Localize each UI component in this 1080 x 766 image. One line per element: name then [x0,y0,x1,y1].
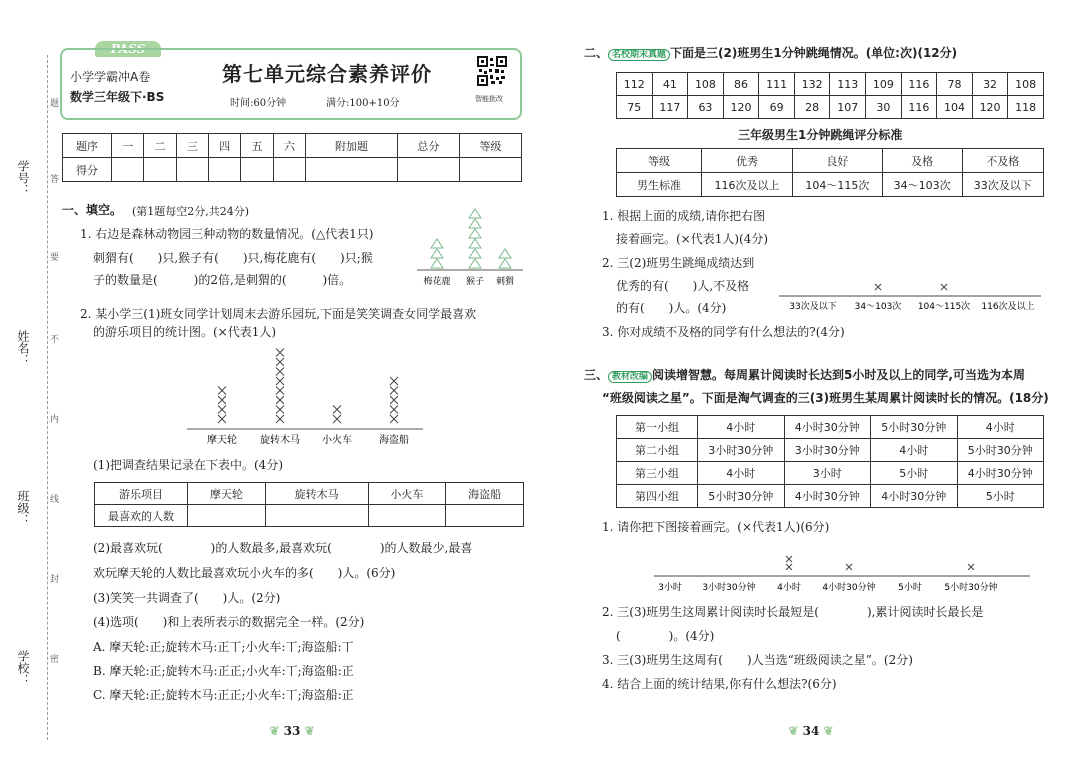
score-cell[interactable] [112,158,144,182]
reading-time-cell: 5小时 [871,462,958,485]
standard-header: 等级 [617,149,702,173]
score-cell[interactable] [273,158,305,182]
standard-header: 良好 [793,149,883,173]
reading-time-cell: 3小时30分钟 [698,439,785,462]
axis-label: 5小时30分钟 [944,583,998,593]
standard-cell: 男生标准 [617,173,702,197]
ride-table-row-label: 最喜欢的人数 [95,505,188,527]
section2-title: 下面是三(2)班男生1分钟跳绳情况。(单位:次)(12分) [670,46,958,60]
ride-table-header: 小火车 [368,483,446,505]
jump-count-cell: 104 [937,96,973,119]
axis-label: 3小时30分钟 [702,583,756,593]
s2-q2-line1: 2. 三(2)班男生跳绳成绩达到 [602,256,755,270]
score-header-cell: 题序 [63,134,112,158]
grade-name: 数学三年级下·BS [70,90,165,104]
reading-row [617,439,1044,462]
s3-q1: 1. 请你把下图接着画完。(×代表1人)(6分) [602,520,830,534]
reading-time-cell: 3小时 [784,462,871,485]
x-mark [218,396,226,404]
page-header [60,48,522,120]
option-c[interactable]: C. 摩天轮:正;旋转木马:正正;小火车:丅;海盗船:正 [93,688,354,702]
jump-count-cell: 132 [794,73,830,96]
pictograph-label: 刺猬 [495,277,515,287]
x-mark [276,358,284,366]
section1-note: (第1题每空2分,共24分) [132,205,250,218]
x-mark [218,415,226,423]
s2-q3: 3. 你对成绩不及格的同学有什么想法的?(4分) [602,325,845,339]
jump-count-cell: 63 [688,96,724,119]
score-header-cell: 附加题 [306,134,398,158]
reading-time-cell: 4小时 [698,462,785,485]
s1-q1-line3: 子的数量是( )的2倍,是刺猬的( )倍。 [93,273,352,287]
reading-time-cell: 4小时30分钟 [871,485,958,508]
triangle-mark [469,259,481,268]
reading-time-cell: 4小时30分钟 [784,485,871,508]
x-mark [390,406,398,414]
score-cell[interactable] [176,158,208,182]
reading-time-cell: 5小时30分钟 [957,439,1044,462]
score-header-cell: 三 [176,134,208,158]
jump-count-cell: 120 [723,96,759,119]
answer-cell[interactable] [188,505,266,527]
leaf-icon: ❦ [788,724,803,738]
axis-label: 5小时 [898,583,922,593]
ride-table-header: 游乐项目 [95,483,188,505]
group-label: 第一小组 [617,416,698,439]
school-label: 学校： [16,650,30,686]
binding-char: 答 [50,175,60,185]
reading-time-cell: 5小时30分钟 [871,416,958,439]
ride-pictograph [185,345,425,450]
binding-char: 内 [50,415,60,425]
qr-label: 智能批改 [475,95,503,103]
section2-heading [584,46,957,63]
axis-label: 4小时 [777,583,801,593]
s1-q1-line1: 1. 右边是森林动物园三种动物的数量情况。(△代表1只) [80,227,374,241]
triangle-mark [469,239,481,248]
jump-count-cell: 120 [972,96,1008,119]
jump-count-cell: 116 [901,73,937,96]
pictograph-label: 梅花鹿 [423,277,451,287]
x-mark [968,564,974,570]
triangle-mark [469,249,481,258]
standard-cell: 116次及以上 [702,173,793,197]
jump-count-cell: 107 [830,96,866,119]
s1-q2-line1: 2. 某小学三(1)班女同学计划周末去游乐园玩,下面是笑笑调查女同学最喜欢 [80,307,477,321]
axis-label: 33次及以下 [789,302,837,312]
ride-table-header: 海盗船 [446,483,524,505]
ride-table-header: 旋转木马 [265,483,368,505]
standard-cell: 104～115次 [793,173,883,197]
full-score: 满分:100+10分 [326,98,400,109]
page-number-right [776,724,846,738]
x-mark [276,415,284,423]
axis-label: 104～115次 [917,302,971,312]
jump-count-cell: 111 [759,73,795,96]
jump-count-cell: 117 [652,96,688,119]
pass-badge: PASS [95,41,161,57]
triangle-mark [469,229,481,238]
score-header-cell: 六 [273,134,305,158]
option-a[interactable]: A. 摩天轮:正;旋转木马:正丅;小火车:丅;海盗船:丅 [93,640,354,654]
jump-count-cell: 78 [937,73,973,96]
s3-q3: 3. 三(3)班男生这周有( )人当选“班级阅读之星”。(2分) [602,653,913,667]
jump-count-cell: 41 [652,73,688,96]
triangle-mark [431,259,443,268]
class-label: 班级： [16,490,30,526]
reading-time-cell: 4小时 [698,416,785,439]
pictograph-label: 摩天轮 [207,435,237,446]
animal-pictograph [415,200,525,290]
pictograph-label: 旋转木马 [260,435,300,446]
binding-char: 不 [50,335,60,345]
s1-sub4: (4)选项( )和上表所表示的数据完全一样。(2分) [93,615,365,629]
score-header-cell: 等级 [459,134,521,158]
jump-count-cell: 32 [972,73,1008,96]
jump-count-cell: 86 [723,73,759,96]
axis-label: 116次及以上 [981,302,1035,312]
reading-time-cell: 4小时 [871,439,958,462]
score-table [62,133,522,182]
section3-prefix: 三、 [584,368,609,382]
x-mark [390,396,398,404]
answer-cell[interactable] [265,505,368,527]
reading-time-cell: 5小时30分钟 [698,485,785,508]
name-label: 姓名： [16,330,30,366]
answer-cell[interactable] [446,505,524,527]
standard-header: 不及格 [962,149,1043,173]
x-mark [333,415,341,423]
s1-q2-line2: 的游乐项目的统计图。(×代表1人) [93,325,277,339]
x-mark [390,387,398,395]
ride-record-table [94,482,524,527]
reading-pictograph [652,552,1032,596]
section1-title: 一、填空。 [62,203,123,217]
binding-char: 封 [50,575,60,585]
score-cell[interactable] [459,158,521,182]
jump-count-cell: 118 [1008,96,1044,119]
triangle-mark [469,219,481,228]
jump-count-cell: 108 [688,73,724,96]
x-mark [786,556,792,562]
triangle-mark [499,249,511,258]
exam-time: 时间:60分钟 [230,98,287,109]
jump-count-cell: 113 [830,73,866,96]
s3-q4: 4. 结合上面的统计结果,你有什么想法?(6分) [602,677,837,691]
x-mark [276,368,284,376]
x-mark [941,284,947,290]
jump-count-cell: 112 [617,73,653,96]
s3-q2-line1: 2. 三(3)班男生这周累计阅读时长最短是( ),累计阅读时长最长是 [602,605,984,619]
jump-count-cell: 69 [759,96,795,119]
x-mark [218,387,226,395]
binding-char: 线 [50,495,60,505]
section3-title-1: 阅读增智慧。每周累计阅读时长达到5小时及以上的同学,可当选为本周 [652,368,1025,382]
x-mark [276,406,284,414]
reading-time-cell: 4小时 [957,416,1044,439]
jump-count-cell: 109 [866,73,902,96]
reading-time-cell: 3小时30分钟 [784,439,871,462]
leaf-icon: ❦ [269,724,284,738]
reading-time-cell: 4小时30分钟 [957,462,1044,485]
page-title: 第七单元综合素养评价 [222,62,432,86]
x-mark [276,377,284,385]
group-label: 第二小组 [617,439,698,462]
x-mark [276,396,284,404]
score-row-label: 得分 [63,158,112,182]
jump-count-cell: 108 [1008,73,1044,96]
x-mark [846,564,852,570]
s3-q2-line2: ( )。(4分) [616,629,715,643]
section3-heading-line1 [584,368,1025,385]
binding-line [47,55,48,740]
axis-label: 3小时 [658,583,682,593]
page-number-left [257,724,327,738]
pictograph-label: 小火车 [322,435,352,446]
pictograph-label: 猴子 [465,277,485,287]
section2-tag: 名校期末真题 [608,49,670,61]
score-cell[interactable] [306,158,398,182]
jump-rope-pictograph [775,278,1045,314]
score-header-cell: 五 [241,134,273,158]
x-mark [875,284,881,290]
s2-q2-line3: 的有( )人。(4分) [616,301,727,315]
s1-sub2-line2: 欢玩摩天轮的人数比最喜欢玩小火车的多( )人。(6分) [93,566,396,580]
s2-q1-line1: 1. 根据上面的成绩,请你把右图 [602,209,766,223]
reading-row [617,485,1044,508]
x-mark [218,406,226,414]
standard-table [616,148,1044,197]
series-name: 小学学霸冲A卷 [70,70,151,84]
group-label: 第三小组 [617,462,698,485]
s2-q1-line2: 接着画完。(×代表1人)(4分) [616,232,769,246]
standard-cell: 34～103次 [882,173,962,197]
student-id-label: 学号： [16,160,30,196]
score-header-cell: 二 [144,134,176,158]
score-cell[interactable] [397,158,459,182]
x-mark [276,349,284,357]
s1-q1-line2: 刺猬有( )只,猴子有( )只,梅花鹿有( )只;猴 [93,251,373,265]
leaf-icon: ❦ [819,724,834,738]
binding-char: 题 [50,99,60,109]
triangle-mark [431,249,443,258]
jump-count-cell: 116 [901,96,937,119]
pictograph-label: 海盗船 [379,435,409,446]
section3-heading-line2: “班级阅读之星”。下面是淘气调查的三(3)班男生某周累计阅读时长的情况。(18分) [602,391,1049,405]
x-mark [390,415,398,423]
score-header-cell: 四 [209,134,241,158]
standard-header: 及格 [882,149,962,173]
x-mark [390,377,398,385]
standard-table-title: 三年级男生1分钟跳绳评分标准 [738,128,903,142]
ride-table-header: 摩天轮 [188,483,266,505]
jump-count-cell: 30 [866,96,902,119]
reading-time-cell: 5小时 [957,485,1044,508]
x-mark [276,387,284,395]
binding-char: 要 [50,253,60,263]
score-cell[interactable] [241,158,273,182]
score-cell[interactable] [209,158,241,182]
page-number-text: 33 [283,724,301,738]
s1-sub2-line1: (2)最喜欢玩( )的人数最多,最喜欢玩( )的人数最少,最喜 [93,541,473,555]
axis-label: 34～103次 [854,302,902,312]
jump-count-cell: 28 [794,96,830,119]
reading-row [617,462,1044,485]
score-cell[interactable] [144,158,176,182]
section2-prefix: 二、 [584,46,609,60]
axis-label: 4小时30分钟 [822,583,876,593]
jump-rope-data-table [616,72,1044,119]
s1-sub1: (1)把调查结果记录在下表中。(4分) [93,458,283,472]
qr-code-icon [477,56,507,86]
reading-time-cell: 4小时30分钟 [784,416,871,439]
reading-row [617,416,1044,439]
page-number-text: 34 [802,724,820,738]
section3-tag: 教材改编 [608,371,652,383]
standard-cell: 33次及以下 [962,173,1043,197]
score-header-cell: 一 [112,134,144,158]
reading-time-table [616,415,1044,508]
jump-count-cell: 75 [617,96,653,119]
triangle-mark [469,209,481,218]
x-mark [333,406,341,414]
triangle-mark [431,239,443,248]
s1-sub3: (3)笑笑一共调查了( )人。(2分) [93,591,281,605]
option-b[interactable]: B. 摩天轮:正;旋转木马:正正;小火车:丅;海盗船:正 [93,664,354,678]
answer-cell[interactable] [368,505,446,527]
score-header-cell: 总分 [397,134,459,158]
x-mark [786,564,792,570]
leaf-icon: ❦ [300,724,315,738]
binding-char: 密 [50,655,60,665]
triangle-mark [499,259,511,268]
s2-q2-line2: 优秀的有( )人,不及格 [616,279,750,293]
group-label: 第四小组 [617,485,698,508]
standard-header: 优秀 [702,149,793,173]
